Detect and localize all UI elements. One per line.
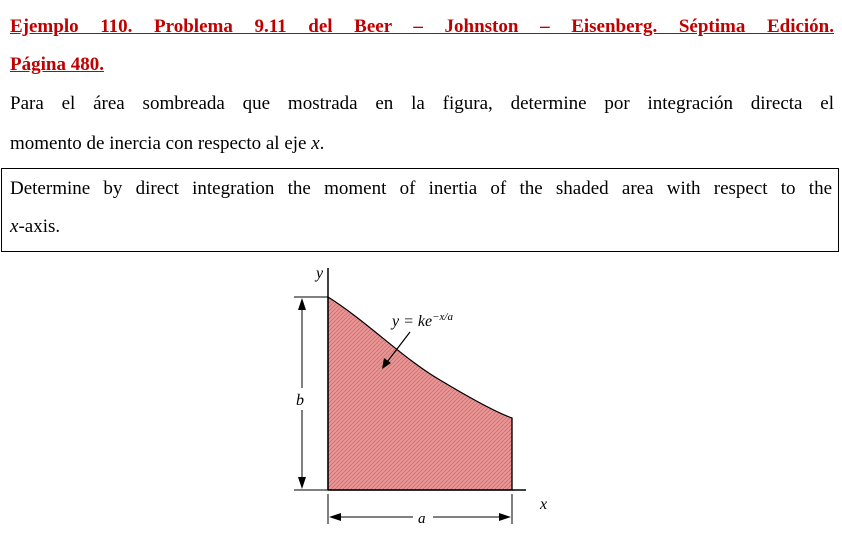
- curve-label-base: y = ke: [392, 313, 433, 330]
- spanish-statement-line1: Para el área sombreada que mostrada en la figura, determine por integración directa el: [10, 93, 834, 114]
- width-label: a: [418, 511, 426, 527]
- english-statement-line1: Determine by direct integration the moment of inertia of the shaded area with respect to the: [10, 178, 832, 199]
- y-axis-label: y: [316, 265, 324, 282]
- width-arrow-left: [329, 513, 341, 521]
- height-label: b: [296, 392, 304, 409]
- x-axis-label: x: [540, 496, 548, 513]
- spanish-statement-var: x: [311, 133, 320, 154]
- spanish-statement-prefix: momento de inercia con respecto al eje: [10, 133, 312, 154]
- problem-title-line2: Página 480.: [10, 54, 104, 75]
- problem-title-line1: Ejemplo 110. Problema 9.11 del Beer – Johnston – Eisenberg. Séptima Edición.: [10, 16, 834, 37]
- english-statement-var: x: [10, 216, 19, 237]
- height-arrow-down: [298, 477, 306, 489]
- width-arrow-right: [499, 513, 511, 521]
- curve-label-exponent: −x/a: [432, 311, 453, 323]
- english-statement-suffix: -axis.: [18, 216, 61, 237]
- curve-label: [390, 311, 453, 330]
- height-arrow-up: [298, 298, 306, 310]
- spanish-statement-suffix: .: [319, 133, 325, 154]
